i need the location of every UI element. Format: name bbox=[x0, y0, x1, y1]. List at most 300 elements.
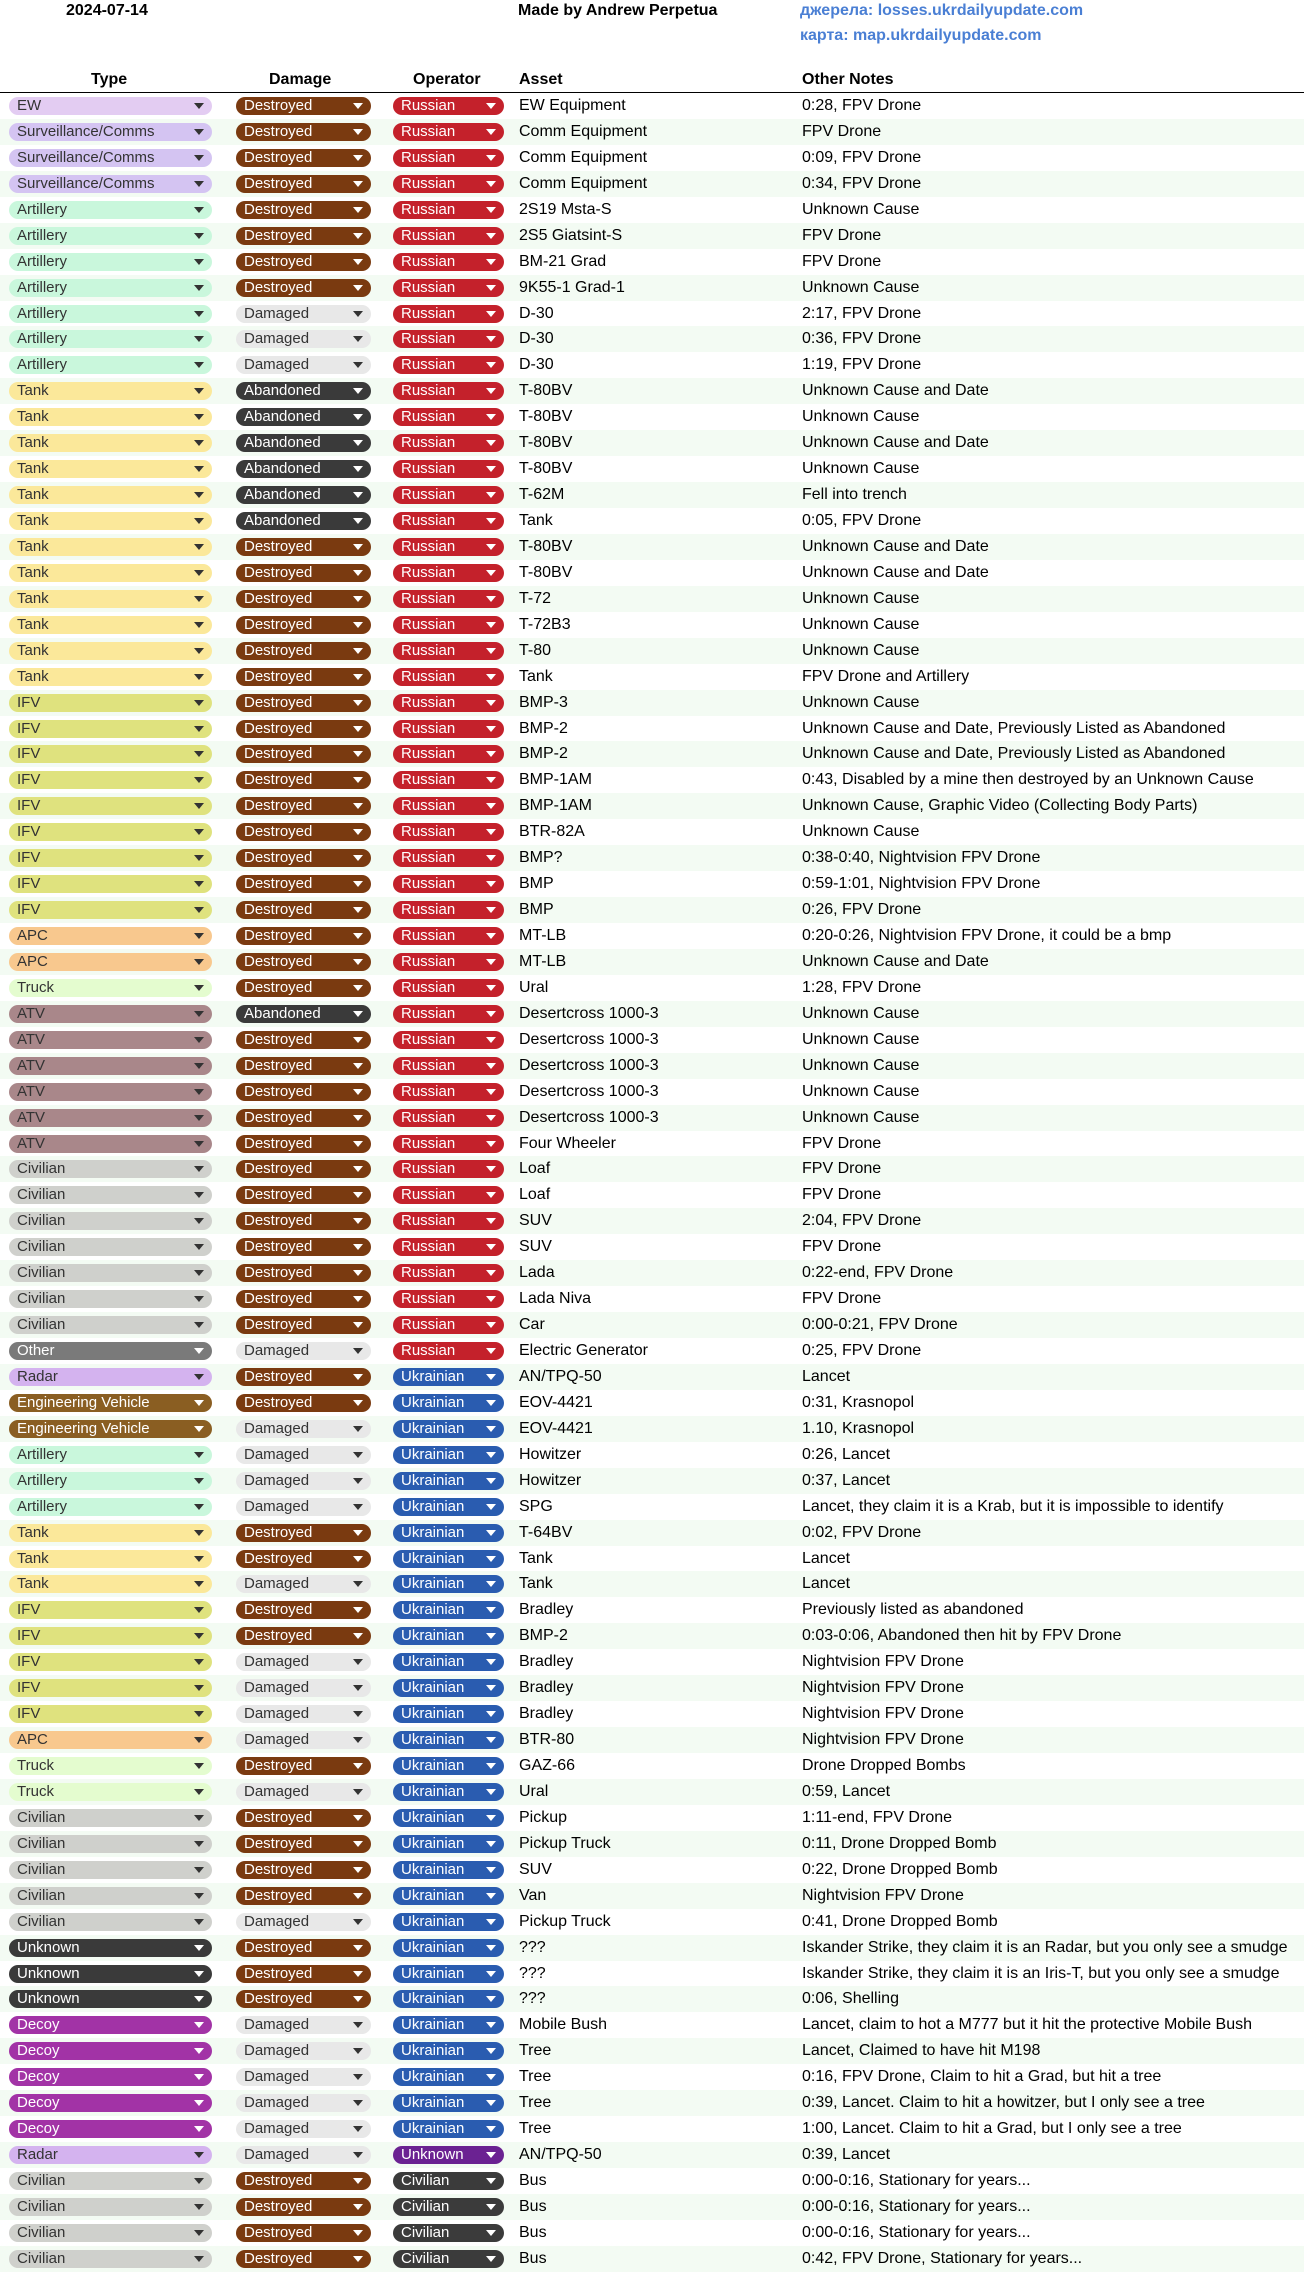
type-select[interactable] bbox=[9, 1627, 212, 1645]
operator-select[interactable] bbox=[393, 149, 504, 167]
sources-link[interactable]: джерела: losses.ukrdailyupdate.com bbox=[800, 2, 1084, 19]
damage-select[interactable] bbox=[236, 2172, 371, 2190]
type-select[interactable] bbox=[9, 771, 212, 789]
damage-select[interactable] bbox=[236, 642, 371, 660]
type-select[interactable] bbox=[9, 745, 212, 763]
operator-select[interactable] bbox=[393, 720, 504, 738]
type-select[interactable] bbox=[9, 97, 212, 115]
damage-select[interactable] bbox=[236, 2120, 371, 2138]
damage-select[interactable] bbox=[236, 823, 371, 841]
operator-select[interactable] bbox=[393, 979, 504, 997]
damage-select[interactable] bbox=[236, 2042, 371, 2060]
dropdown-arrow-icon bbox=[194, 596, 204, 602]
operator-select[interactable] bbox=[393, 538, 504, 556]
damage-select[interactable] bbox=[236, 1913, 371, 1931]
table-row bbox=[0, 2090, 1304, 2116]
type-select[interactable] bbox=[9, 330, 212, 348]
operator-select[interactable] bbox=[393, 1212, 504, 1230]
table-row bbox=[0, 2220, 1304, 2246]
operator-select[interactable] bbox=[393, 2146, 504, 2164]
type-select[interactable] bbox=[9, 1835, 212, 1853]
operator-select[interactable] bbox=[393, 279, 504, 297]
damage-select[interactable] bbox=[236, 1653, 371, 1671]
operator-select[interactable] bbox=[393, 97, 504, 115]
damage-select-label: Destroyed bbox=[244, 1627, 313, 1645]
damage-select[interactable] bbox=[236, 382, 371, 400]
operator-select[interactable] bbox=[393, 1601, 504, 1619]
type-select[interactable] bbox=[9, 2250, 212, 2268]
operator-select[interactable] bbox=[393, 1783, 504, 1801]
damage-select[interactable] bbox=[236, 512, 371, 530]
operator-select[interactable] bbox=[393, 771, 504, 789]
type-select-label: Civilian bbox=[17, 1238, 66, 1256]
damage-select[interactable] bbox=[236, 1135, 371, 1153]
type-select[interactable] bbox=[9, 823, 212, 841]
type-select[interactable] bbox=[9, 694, 212, 712]
type-select[interactable] bbox=[9, 1238, 212, 1256]
type-select[interactable] bbox=[9, 927, 212, 945]
operator-select[interactable] bbox=[393, 1731, 504, 1749]
dropdown-arrow-icon bbox=[194, 1452, 204, 1458]
dropdown-arrow-icon bbox=[486, 1504, 496, 1510]
operator-select[interactable] bbox=[393, 1627, 504, 1645]
operator-select[interactable] bbox=[393, 1653, 504, 1671]
type-select[interactable] bbox=[9, 2042, 212, 2060]
operator-select-label: Russian bbox=[401, 330, 456, 348]
asset-cell: Tree bbox=[519, 2042, 552, 2060]
type-select-label: ATV bbox=[17, 1082, 46, 1100]
damage-select[interactable] bbox=[236, 1757, 371, 1775]
operator-select[interactable] bbox=[393, 305, 504, 323]
damage-select[interactable] bbox=[236, 1809, 371, 1827]
type-select[interactable] bbox=[9, 279, 212, 297]
damage-select[interactable] bbox=[236, 979, 371, 997]
type-select[interactable] bbox=[9, 1316, 212, 1334]
operator-select[interactable] bbox=[393, 823, 504, 841]
notes-cell: Unknown Cause and Date bbox=[802, 563, 989, 581]
operator-select[interactable] bbox=[393, 1160, 504, 1178]
damage-select[interactable] bbox=[236, 1316, 371, 1334]
operator-select[interactable] bbox=[393, 1290, 504, 1308]
operator-select[interactable] bbox=[393, 953, 504, 971]
damage-select[interactable] bbox=[236, 175, 371, 193]
type-select[interactable] bbox=[9, 2068, 212, 2086]
operator-select[interactable] bbox=[393, 1005, 504, 1023]
type-select[interactable] bbox=[9, 1913, 212, 1931]
type-select[interactable] bbox=[9, 2094, 212, 2112]
type-select[interactable] bbox=[9, 123, 212, 141]
damage-select[interactable] bbox=[236, 1783, 371, 1801]
operator-select[interactable] bbox=[393, 2042, 504, 2060]
damage-select-label: Destroyed bbox=[244, 693, 313, 711]
type-select[interactable] bbox=[9, 1705, 212, 1723]
damage-select[interactable] bbox=[236, 1498, 371, 1516]
operator-select[interactable] bbox=[393, 1031, 504, 1049]
operator-select[interactable] bbox=[393, 1446, 504, 1464]
type-select-label: Truck bbox=[17, 978, 54, 996]
damage-select[interactable] bbox=[236, 2224, 371, 2242]
operator-select[interactable] bbox=[393, 927, 504, 945]
type-select[interactable] bbox=[9, 1731, 212, 1749]
type-select[interactable] bbox=[9, 1679, 212, 1697]
operator-select[interactable] bbox=[393, 2068, 504, 2086]
damage-select[interactable] bbox=[236, 694, 371, 712]
damage-select[interactable] bbox=[236, 538, 371, 556]
operator-select[interactable] bbox=[393, 2172, 504, 2190]
type-select[interactable] bbox=[9, 1212, 212, 1230]
type-select[interactable] bbox=[9, 356, 212, 374]
dropdown-arrow-icon bbox=[353, 1504, 363, 1510]
notes-cell: Nightvision FPV Drone bbox=[802, 1653, 964, 1671]
damage-select[interactable] bbox=[236, 720, 371, 738]
damage-select[interactable] bbox=[236, 1031, 371, 1049]
operator-select[interactable] bbox=[393, 1394, 504, 1412]
damage-select[interactable] bbox=[236, 1472, 371, 1490]
damage-select[interactable] bbox=[236, 1264, 371, 1282]
operator-select[interactable] bbox=[393, 330, 504, 348]
operator-select-label: Russian bbox=[401, 226, 456, 244]
operator-select[interactable] bbox=[393, 460, 504, 478]
type-select[interactable] bbox=[9, 642, 212, 660]
damage-select[interactable] bbox=[236, 771, 371, 789]
type-select[interactable] bbox=[9, 1160, 212, 1178]
operator-select[interactable] bbox=[393, 1575, 504, 1593]
damage-select[interactable] bbox=[236, 279, 371, 297]
operator-select[interactable] bbox=[393, 1057, 504, 1075]
operator-select-label: Russian bbox=[401, 148, 456, 166]
type-select-label: APC bbox=[17, 1731, 48, 1749]
damage-select-label: Destroyed bbox=[244, 875, 313, 893]
type-select[interactable] bbox=[9, 2120, 212, 2138]
damage-select[interactable] bbox=[236, 849, 371, 867]
damage-select[interactable] bbox=[236, 2250, 371, 2268]
damage-select[interactable] bbox=[236, 97, 371, 115]
type-select[interactable] bbox=[9, 564, 212, 582]
operator-select[interactable] bbox=[393, 1550, 504, 1568]
dropdown-arrow-icon bbox=[194, 1556, 204, 1562]
type-select[interactable] bbox=[9, 1135, 212, 1153]
type-select[interactable] bbox=[9, 512, 212, 530]
damage-select[interactable] bbox=[236, 460, 371, 478]
operator-select[interactable] bbox=[393, 2198, 504, 2216]
operator-select[interactable] bbox=[393, 1420, 504, 1438]
damage-select[interactable] bbox=[236, 1057, 371, 1075]
operator-select[interactable] bbox=[393, 1083, 504, 1101]
dropdown-arrow-icon bbox=[353, 2256, 363, 2262]
operator-select[interactable] bbox=[393, 1264, 504, 1282]
type-select[interactable] bbox=[9, 979, 212, 997]
type-select[interactable] bbox=[9, 2172, 212, 2190]
damage-select[interactable] bbox=[236, 953, 371, 971]
operator-select[interactable] bbox=[393, 1861, 504, 1879]
damage-select[interactable] bbox=[236, 1679, 371, 1697]
operator-select[interactable] bbox=[393, 1990, 504, 2008]
type-select[interactable] bbox=[9, 1887, 212, 1905]
damage-select[interactable] bbox=[236, 1990, 371, 2008]
operator-select[interactable] bbox=[393, 201, 504, 219]
operator-select[interactable] bbox=[393, 745, 504, 763]
operator-select[interactable] bbox=[393, 668, 504, 686]
type-select[interactable] bbox=[9, 1809, 212, 1827]
operator-select[interactable] bbox=[393, 1342, 504, 1360]
type-select[interactable] bbox=[9, 149, 212, 167]
damage-select[interactable] bbox=[236, 1446, 371, 1464]
damage-select[interactable] bbox=[236, 1601, 371, 1619]
damage-select[interactable] bbox=[236, 408, 371, 426]
damage-select[interactable] bbox=[236, 1420, 371, 1438]
damage-select[interactable] bbox=[236, 1550, 371, 1568]
damage-select[interactable] bbox=[236, 927, 371, 945]
type-select[interactable] bbox=[9, 253, 212, 271]
operator-select[interactable] bbox=[393, 849, 504, 867]
operator-select[interactable] bbox=[393, 486, 504, 504]
type-select[interactable] bbox=[9, 720, 212, 738]
type-select[interactable] bbox=[9, 1057, 212, 1075]
operator-select[interactable] bbox=[393, 1186, 504, 1204]
type-select[interactable] bbox=[9, 486, 212, 504]
type-select[interactable] bbox=[9, 1420, 212, 1438]
operator-select-label: Russian bbox=[401, 1056, 456, 1074]
operator-select[interactable] bbox=[393, 797, 504, 815]
damage-select[interactable] bbox=[236, 901, 371, 919]
type-select[interactable] bbox=[9, 2146, 212, 2164]
damage-select[interactable] bbox=[236, 486, 371, 504]
type-select[interactable] bbox=[9, 1264, 212, 1282]
type-select[interactable] bbox=[9, 1290, 212, 1308]
type-select[interactable] bbox=[9, 1757, 212, 1775]
operator-select[interactable] bbox=[393, 1679, 504, 1697]
type-select[interactable] bbox=[9, 953, 212, 971]
type-select[interactable] bbox=[9, 1083, 212, 1101]
type-select[interactable] bbox=[9, 1575, 212, 1593]
type-select[interactable] bbox=[9, 2224, 212, 2242]
type-select[interactable] bbox=[9, 797, 212, 815]
operator-select[interactable] bbox=[393, 434, 504, 452]
operator-select[interactable] bbox=[393, 694, 504, 712]
damage-select[interactable] bbox=[236, 590, 371, 608]
operator-select[interactable] bbox=[393, 1913, 504, 1931]
damage-select[interactable] bbox=[236, 2198, 371, 2216]
damage-select[interactable] bbox=[236, 1160, 371, 1178]
operator-select[interactable] bbox=[393, 901, 504, 919]
type-select[interactable] bbox=[9, 1861, 212, 1879]
operator-select[interactable] bbox=[393, 408, 504, 426]
damage-select[interactable] bbox=[236, 1524, 371, 1542]
damage-select[interactable] bbox=[236, 1238, 371, 1256]
operator-select[interactable] bbox=[393, 1835, 504, 1853]
damage-select[interactable] bbox=[236, 797, 371, 815]
type-select[interactable] bbox=[9, 1446, 212, 1464]
table-row bbox=[0, 1831, 1304, 1857]
asset-cell: Bradley bbox=[519, 1679, 574, 1697]
operator-select[interactable] bbox=[393, 590, 504, 608]
damage-select-label: Damaged bbox=[244, 2042, 310, 2060]
operator-select[interactable] bbox=[393, 1939, 504, 1957]
damage-select[interactable] bbox=[236, 227, 371, 245]
type-select[interactable] bbox=[9, 227, 212, 245]
operator-select[interactable] bbox=[393, 1965, 504, 1983]
table-row bbox=[0, 1312, 1304, 1338]
type-select[interactable] bbox=[9, 1472, 212, 1490]
damage-select[interactable] bbox=[236, 745, 371, 763]
type-select[interactable] bbox=[9, 1601, 212, 1619]
damage-select[interactable] bbox=[236, 1861, 371, 1879]
type-select[interactable] bbox=[9, 1550, 212, 1568]
operator-select[interactable] bbox=[393, 1887, 504, 1905]
operator-select[interactable] bbox=[393, 1135, 504, 1153]
operator-select[interactable] bbox=[393, 2120, 504, 2138]
damage-select[interactable] bbox=[236, 2068, 371, 2086]
damage-select[interactable] bbox=[236, 1731, 371, 1749]
operator-select[interactable] bbox=[393, 564, 504, 582]
dropdown-arrow-icon bbox=[486, 2100, 496, 2106]
operator-select[interactable] bbox=[393, 356, 504, 374]
operator-select[interactable] bbox=[393, 2016, 504, 2034]
operator-select[interactable] bbox=[393, 175, 504, 193]
type-select[interactable] bbox=[9, 616, 212, 634]
damage-select[interactable] bbox=[236, 123, 371, 141]
operator-select[interactable] bbox=[393, 1316, 504, 1334]
type-select[interactable] bbox=[9, 1005, 212, 1023]
operator-select[interactable] bbox=[393, 875, 504, 893]
damage-select[interactable] bbox=[236, 1212, 371, 1230]
operator-select[interactable] bbox=[393, 1472, 504, 1490]
dropdown-arrow-icon bbox=[353, 2204, 363, 2210]
operator-select[interactable] bbox=[393, 1705, 504, 1723]
operator-select[interactable] bbox=[393, 1498, 504, 1516]
type-select[interactable] bbox=[9, 201, 212, 219]
dropdown-arrow-icon bbox=[194, 700, 204, 706]
operator-select[interactable] bbox=[393, 253, 504, 271]
dropdown-arrow-icon bbox=[486, 1037, 496, 1043]
damage-select[interactable] bbox=[236, 875, 371, 893]
type-select[interactable] bbox=[9, 1965, 212, 1983]
type-select[interactable] bbox=[9, 1990, 212, 2008]
damage-select[interactable] bbox=[236, 201, 371, 219]
type-select[interactable] bbox=[9, 1524, 212, 1542]
type-select[interactable] bbox=[9, 1368, 212, 1386]
notes-cell: 0:09, FPV Drone bbox=[802, 148, 922, 166]
type-select[interactable] bbox=[9, 1498, 212, 1516]
operator-select[interactable] bbox=[393, 382, 504, 400]
operator-select[interactable] bbox=[393, 123, 504, 141]
type-select-label: Artillery bbox=[17, 226, 68, 244]
damage-select[interactable] bbox=[236, 1083, 371, 1101]
type-select[interactable] bbox=[9, 1109, 212, 1127]
damage-select[interactable] bbox=[236, 2094, 371, 2112]
operator-select[interactable] bbox=[393, 2224, 504, 2242]
type-select[interactable] bbox=[9, 2198, 212, 2216]
damage-select[interactable] bbox=[236, 1186, 371, 1204]
operator-select[interactable] bbox=[393, 1109, 504, 1127]
damage-select[interactable] bbox=[236, 1342, 371, 1360]
damage-select[interactable] bbox=[236, 253, 371, 271]
map-link[interactable]: карта: map.ukrdailyupdate.com bbox=[800, 27, 1042, 44]
damage-select-label: Destroyed bbox=[244, 226, 313, 244]
type-select[interactable] bbox=[9, 175, 212, 193]
damage-select[interactable] bbox=[236, 1835, 371, 1853]
damage-select[interactable] bbox=[236, 149, 371, 167]
dropdown-arrow-icon bbox=[486, 1063, 496, 1069]
damage-select[interactable] bbox=[236, 1887, 371, 1905]
damage-select[interactable] bbox=[236, 2016, 371, 2034]
damage-select[interactable] bbox=[236, 668, 371, 686]
type-select[interactable] bbox=[9, 875, 212, 893]
type-select[interactable] bbox=[9, 668, 212, 686]
damage-select[interactable] bbox=[236, 1394, 371, 1412]
damage-select[interactable] bbox=[236, 564, 371, 582]
dropdown-arrow-icon bbox=[353, 1633, 363, 1639]
type-select-label: Surveillance/Comms bbox=[17, 174, 155, 192]
type-select[interactable] bbox=[9, 1939, 212, 1957]
damage-select[interactable] bbox=[236, 1005, 371, 1023]
damage-select[interactable] bbox=[236, 616, 371, 634]
damage-select-label: Destroyed bbox=[244, 174, 313, 192]
damage-select[interactable] bbox=[236, 1368, 371, 1386]
damage-select[interactable] bbox=[236, 1965, 371, 1983]
table-row bbox=[0, 1701, 1304, 1727]
damage-select[interactable] bbox=[236, 1939, 371, 1957]
damage-select[interactable] bbox=[236, 330, 371, 348]
type-select[interactable] bbox=[9, 1342, 212, 1360]
type-select[interactable] bbox=[9, 538, 212, 556]
damage-select[interactable] bbox=[236, 1575, 371, 1593]
operator-select[interactable] bbox=[393, 1757, 504, 1775]
operator-select[interactable] bbox=[393, 642, 504, 660]
asset-cell: Tank bbox=[519, 512, 553, 529]
damage-select[interactable] bbox=[236, 305, 371, 323]
damage-select[interactable] bbox=[236, 434, 371, 452]
type-select[interactable] bbox=[9, 1783, 212, 1801]
operator-select[interactable] bbox=[393, 2250, 504, 2268]
type-select-label: Civilian bbox=[17, 1186, 66, 1204]
damage-select[interactable] bbox=[236, 356, 371, 374]
damage-select[interactable] bbox=[236, 1705, 371, 1723]
notes-cell: Unknown Cause bbox=[802, 1108, 920, 1126]
dropdown-arrow-icon bbox=[194, 777, 204, 783]
damage-select-label: Destroyed bbox=[244, 1134, 313, 1152]
type-select[interactable] bbox=[9, 1394, 212, 1412]
operator-select[interactable] bbox=[393, 1368, 504, 1386]
type-select[interactable] bbox=[9, 901, 212, 919]
type-select[interactable] bbox=[9, 1653, 212, 1671]
type-select[interactable] bbox=[9, 408, 212, 426]
operator-select[interactable] bbox=[393, 616, 504, 634]
type-select-label: Tank bbox=[17, 1523, 49, 1541]
asset-cell: Ural bbox=[519, 978, 549, 996]
damage-select[interactable] bbox=[236, 2146, 371, 2164]
type-select[interactable] bbox=[9, 460, 212, 478]
operator-select[interactable] bbox=[393, 2094, 504, 2112]
operator-select[interactable] bbox=[393, 1809, 504, 1827]
type-select[interactable] bbox=[9, 305, 212, 323]
type-select[interactable] bbox=[9, 590, 212, 608]
damage-select[interactable] bbox=[236, 1109, 371, 1127]
operator-select[interactable] bbox=[393, 1238, 504, 1256]
type-select[interactable] bbox=[9, 2016, 212, 2034]
type-select[interactable] bbox=[9, 1031, 212, 1049]
operator-select[interactable] bbox=[393, 1524, 504, 1542]
type-select[interactable] bbox=[9, 382, 212, 400]
operator-select[interactable] bbox=[393, 227, 504, 245]
damage-select[interactable] bbox=[236, 1627, 371, 1645]
type-select[interactable] bbox=[9, 434, 212, 452]
type-select[interactable] bbox=[9, 849, 212, 867]
operator-select[interactable] bbox=[393, 512, 504, 530]
notes-cell: 0:26, FPV Drone bbox=[802, 901, 922, 919]
damage-select[interactable] bbox=[236, 1290, 371, 1308]
type-select[interactable] bbox=[9, 1186, 212, 1204]
